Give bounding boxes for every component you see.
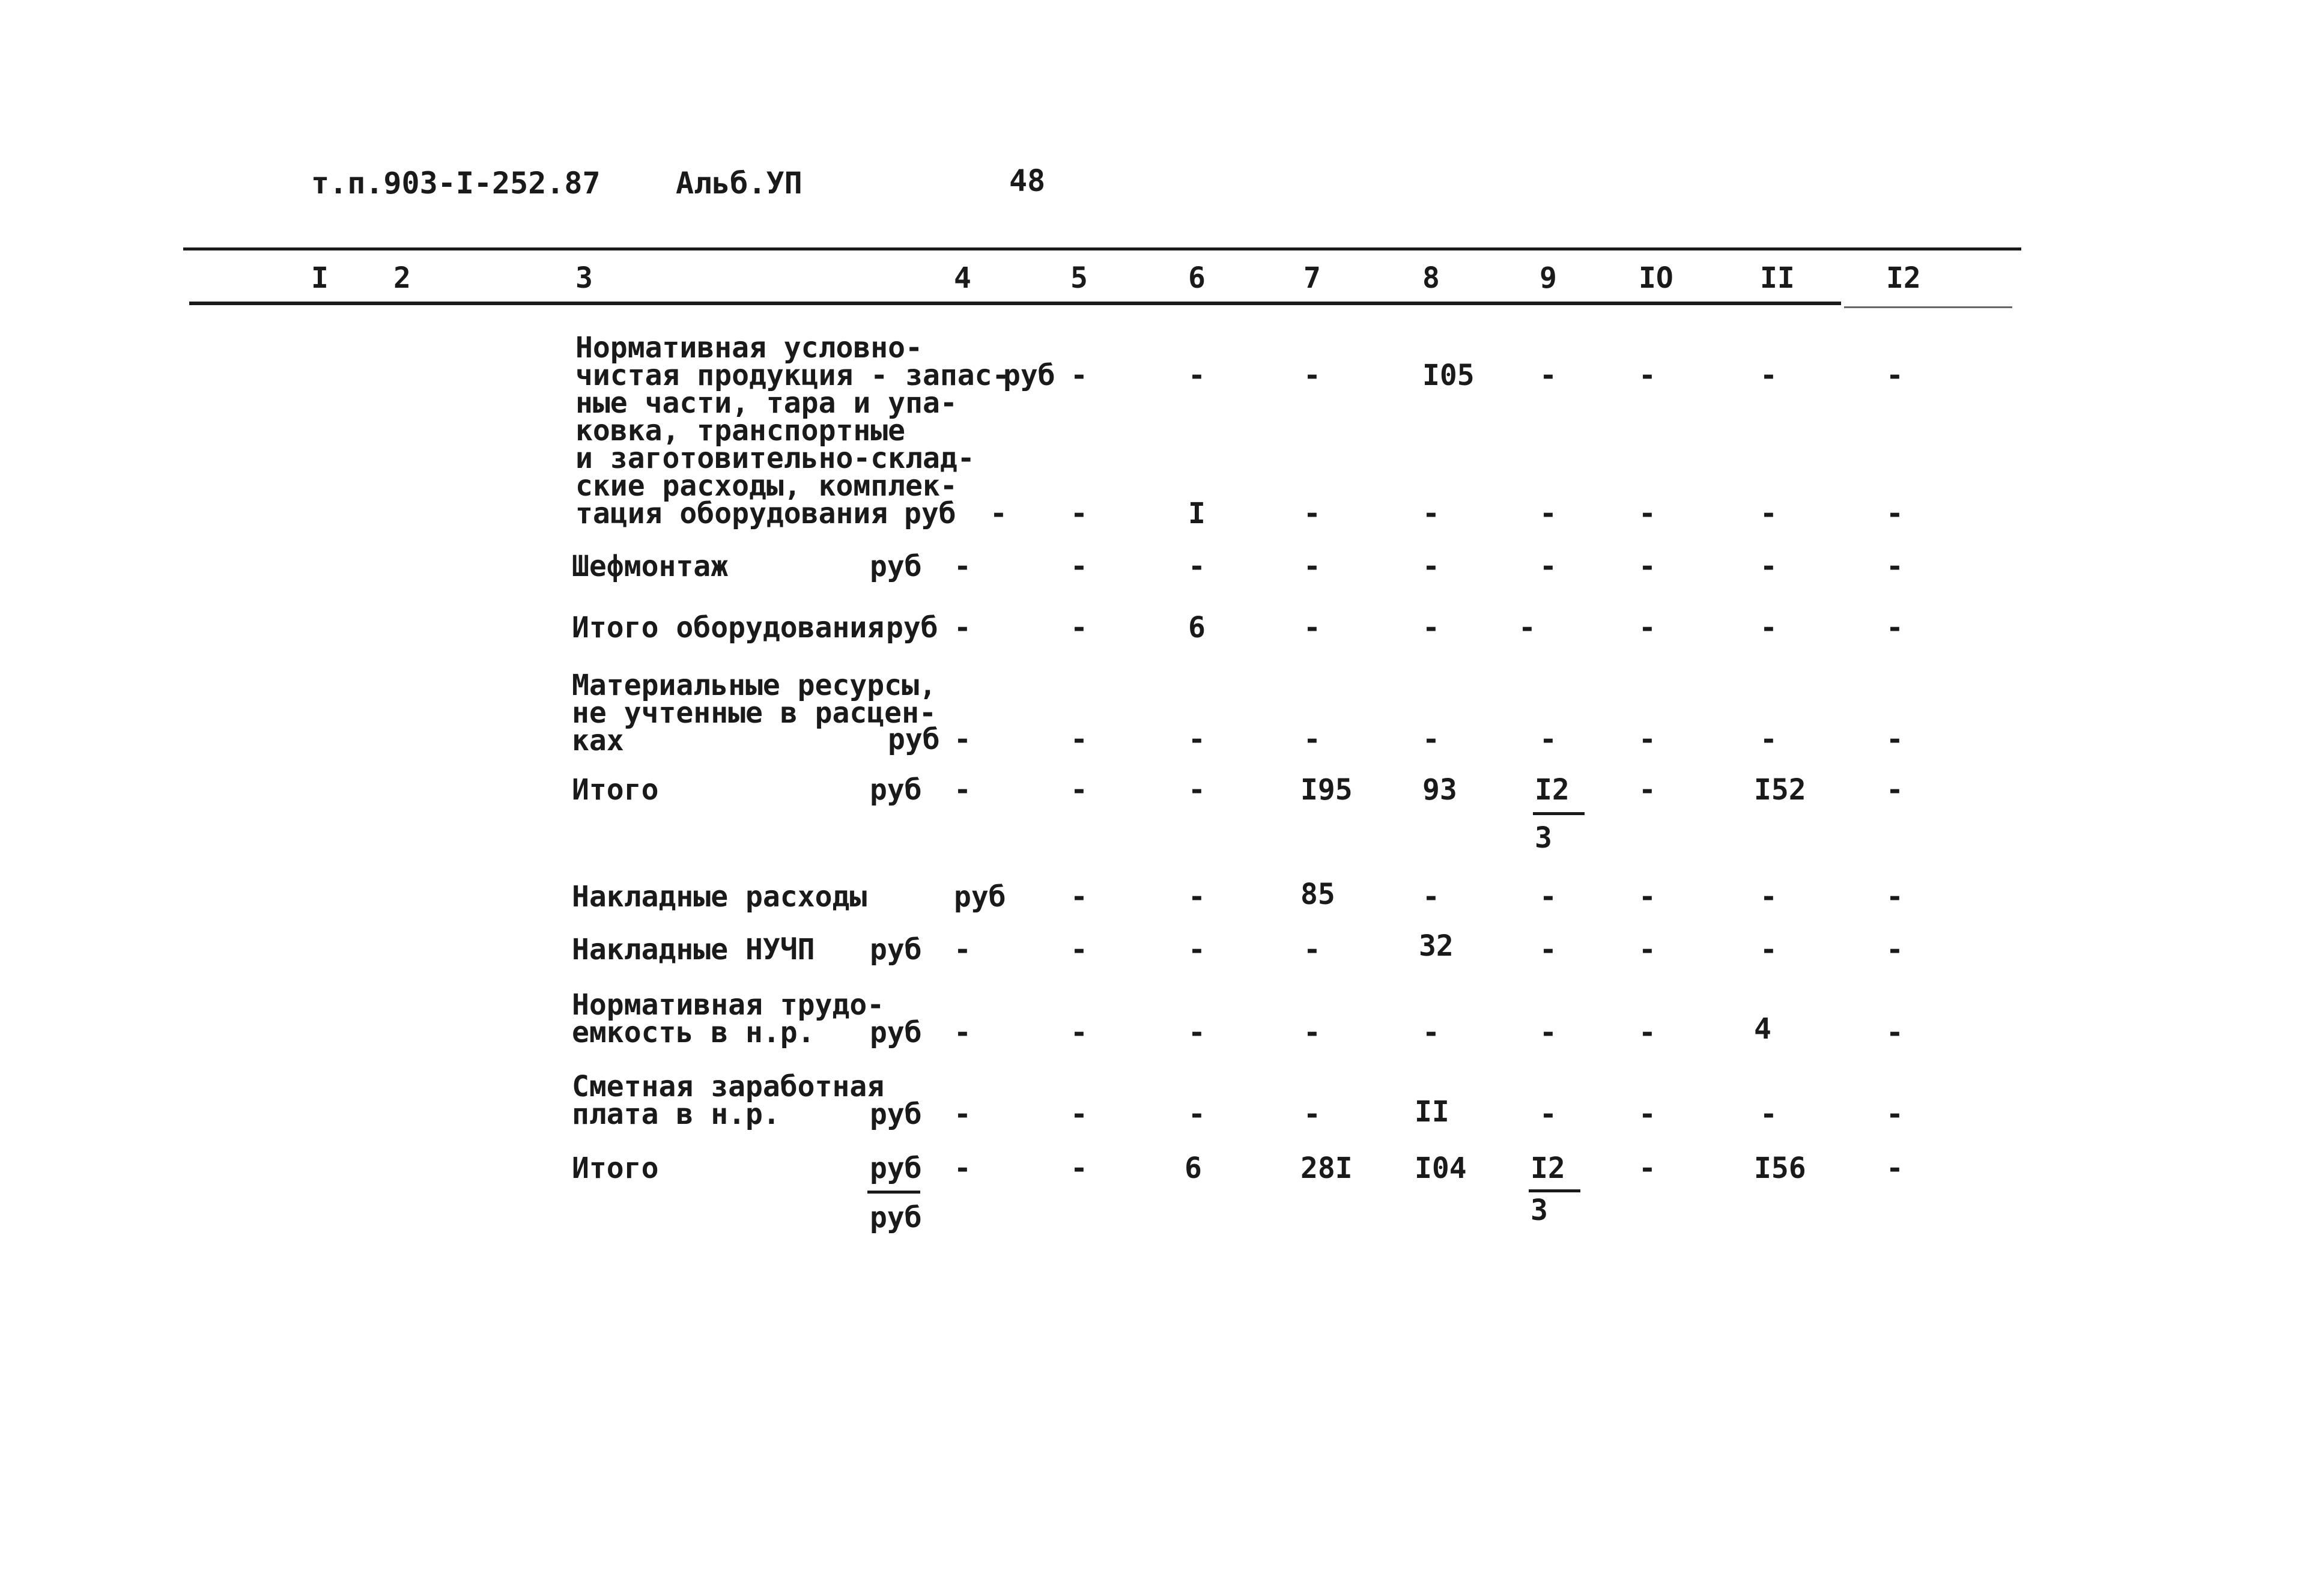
- table-header-rule: [189, 302, 1841, 305]
- cell: -: [1760, 1097, 1777, 1131]
- cell: -: [1518, 611, 1536, 645]
- row-unit: руб: [954, 880, 1006, 914]
- col-header-4: 4: [954, 261, 971, 295]
- cell: -: [1886, 723, 1904, 756]
- fraction-numerator: I2: [1531, 1152, 1565, 1185]
- cell: -: [954, 723, 971, 756]
- row-label-equipment-total: Итого оборудования: [572, 611, 885, 645]
- row-label-normative-labor: Нормативная трудо- емкость в н.р.: [572, 988, 885, 1049]
- cell: -: [1188, 773, 1206, 807]
- cell: -: [1540, 550, 1557, 583]
- col-header-6: 6: [1188, 261, 1206, 295]
- cell: -: [1886, 1152, 1904, 1185]
- cell: -: [1070, 773, 1088, 807]
- cell: I05: [1422, 359, 1475, 392]
- row-unit: руб: [870, 773, 922, 807]
- cell: -: [1070, 933, 1088, 967]
- cell: -: [1188, 880, 1206, 914]
- cell: -: [1188, 933, 1206, 967]
- cell: -: [1540, 359, 1557, 392]
- col-header-11: II: [1760, 261, 1795, 295]
- cell: -: [1639, 1097, 1656, 1131]
- cell: -: [1070, 1097, 1088, 1131]
- col-header-9: 9: [1540, 261, 1557, 295]
- unit-fraction-bar: [867, 1191, 920, 1194]
- cell: -: [1886, 933, 1904, 967]
- table-top-rule: [183, 247, 2021, 250]
- cell: I56: [1754, 1152, 1806, 1185]
- cell: -: [954, 1097, 971, 1131]
- cell: -: [1886, 1016, 1904, 1049]
- cell: -: [954, 933, 971, 967]
- col-header-3: 3: [575, 261, 593, 295]
- cell: -: [1760, 550, 1777, 583]
- row-unit: руб: [886, 611, 938, 645]
- cell: 6: [1188, 611, 1206, 645]
- cell: -: [990, 497, 1007, 530]
- cell: -: [1303, 359, 1321, 392]
- cell: -: [1886, 880, 1904, 914]
- cell: -: [1639, 723, 1656, 756]
- col-header-12: I2: [1886, 261, 1921, 295]
- row-unit: руб: [870, 933, 922, 967]
- cell: -: [1639, 933, 1656, 967]
- cell: I52: [1754, 773, 1806, 807]
- cell: -: [1422, 880, 1440, 914]
- cell: -: [1639, 773, 1656, 807]
- col-header-8: 8: [1422, 261, 1440, 295]
- cell: -: [1639, 611, 1656, 645]
- cell: -: [1760, 497, 1777, 530]
- cell: 4: [1754, 1012, 1771, 1046]
- cell: 32: [1419, 929, 1454, 963]
- cell: -: [1303, 550, 1321, 583]
- cell: -: [1303, 723, 1321, 756]
- row-unit: руб: [904, 497, 956, 530]
- cell: 6: [1185, 1152, 1202, 1185]
- fraction-denominator: 3: [1535, 821, 1552, 855]
- cell: 28I: [1300, 1152, 1353, 1185]
- row-label-shefmontazh: Шефмонтаж: [572, 550, 729, 583]
- fraction-numerator: I2: [1535, 773, 1570, 807]
- cell: II: [1415, 1095, 1449, 1129]
- fraction-denominator: 3: [1531, 1194, 1548, 1227]
- cell: -: [1070, 1016, 1088, 1049]
- page-number: 48: [1009, 163, 1046, 198]
- cell: -: [1639, 1152, 1656, 1185]
- unit-numerator: руб: [870, 1152, 922, 1185]
- table-header-rule-tail: [1844, 306, 2012, 308]
- cell: -: [1540, 1097, 1557, 1131]
- cell: -: [1188, 1016, 1206, 1049]
- cell: -: [1540, 880, 1557, 914]
- cell: -: [1886, 773, 1904, 807]
- cell: -: [1070, 359, 1088, 392]
- cell: -: [1639, 497, 1656, 530]
- row-unit: руб: [888, 723, 940, 756]
- cell: -: [1188, 359, 1206, 392]
- cell: -: [1886, 359, 1904, 392]
- cell: -: [1303, 1016, 1321, 1049]
- cell: -: [1070, 497, 1088, 530]
- row-label-grand-total: Итого: [572, 1152, 659, 1185]
- fraction-bar: [1533, 812, 1585, 815]
- cell: -: [1303, 611, 1321, 645]
- cell: -: [1070, 723, 1088, 756]
- col-header-7: 7: [1303, 261, 1321, 295]
- cell: -: [1422, 497, 1440, 530]
- col-header-1: I: [311, 261, 329, 295]
- row-label-normative-products: Нормативная условно- чистая продукция - запас- ные части, тара и упа- ковка, транспортные и заготовительно-склад- ские расходы, комплек- тация оборудования: [575, 331, 1010, 530]
- cell: -: [1886, 550, 1904, 583]
- cell: -: [1303, 497, 1321, 530]
- cell: -: [1886, 497, 1904, 530]
- cell: -: [1639, 359, 1656, 392]
- cell: -: [1188, 723, 1206, 756]
- cell: -: [1760, 933, 1777, 967]
- row-label-overhead: Накладные расходы: [572, 880, 867, 914]
- row-unit: руб: [870, 1016, 922, 1049]
- cell: 85: [1300, 878, 1335, 911]
- cell: -: [954, 773, 971, 807]
- cell: -: [1886, 1097, 1904, 1131]
- cell: -: [1760, 611, 1777, 645]
- cell: -: [1070, 1152, 1088, 1185]
- col-header-10: IO: [1639, 261, 1673, 295]
- cell: -: [1540, 1016, 1557, 1049]
- cell: -: [1886, 611, 1904, 645]
- row-label-overhead-nuchp: Накладные НУЧП: [572, 933, 815, 967]
- cell: -: [1188, 1097, 1206, 1131]
- document-reference: т.п.903-I-252.87: [311, 166, 601, 201]
- cell: -: [954, 550, 971, 583]
- cell: -: [1422, 723, 1440, 756]
- cell: I04: [1415, 1152, 1467, 1185]
- cell: -: [1639, 880, 1656, 914]
- cell: -: [954, 1152, 971, 1185]
- cell: I: [1188, 497, 1206, 530]
- row-label-estimated-wages: Сметная заработная плата в н.р.: [572, 1070, 885, 1131]
- unit-denominator: руб: [870, 1201, 922, 1234]
- row-label-total: Итого: [572, 773, 659, 807]
- cell: -: [1422, 1016, 1440, 1049]
- cell: -: [1070, 550, 1088, 583]
- cell: -: [1639, 550, 1656, 583]
- cell: -: [1540, 723, 1557, 756]
- cell: -: [1070, 880, 1088, 914]
- cell: 93: [1422, 773, 1457, 807]
- row-label-material-resources: Материальные ресурсы, не учтенные в расцен- ках: [572, 669, 936, 757]
- fraction-bar: [1529, 1189, 1580, 1192]
- cell: -: [1540, 497, 1557, 530]
- cell: -: [1303, 1097, 1321, 1131]
- cell: -: [1422, 550, 1440, 583]
- album-label: Альб.УП: [676, 166, 802, 201]
- cell: -: [1070, 611, 1088, 645]
- row-unit: руб: [870, 550, 922, 583]
- cell: -: [1422, 611, 1440, 645]
- cell: -: [1188, 550, 1206, 583]
- cell: -: [1760, 880, 1777, 914]
- col-header-2: 2: [393, 261, 411, 295]
- cell: -: [954, 611, 971, 645]
- cell: -: [1760, 723, 1777, 756]
- cell: -: [1639, 1016, 1656, 1049]
- cell: -: [1760, 359, 1777, 392]
- cell: I95: [1300, 773, 1353, 807]
- col-header-5: 5: [1070, 261, 1088, 295]
- row-unit: руб: [870, 1097, 922, 1131]
- row-sub-unit: руб: [1003, 359, 1055, 392]
- cell: -: [1540, 933, 1557, 967]
- cell: -: [1303, 933, 1321, 967]
- cell: -: [954, 1016, 971, 1049]
